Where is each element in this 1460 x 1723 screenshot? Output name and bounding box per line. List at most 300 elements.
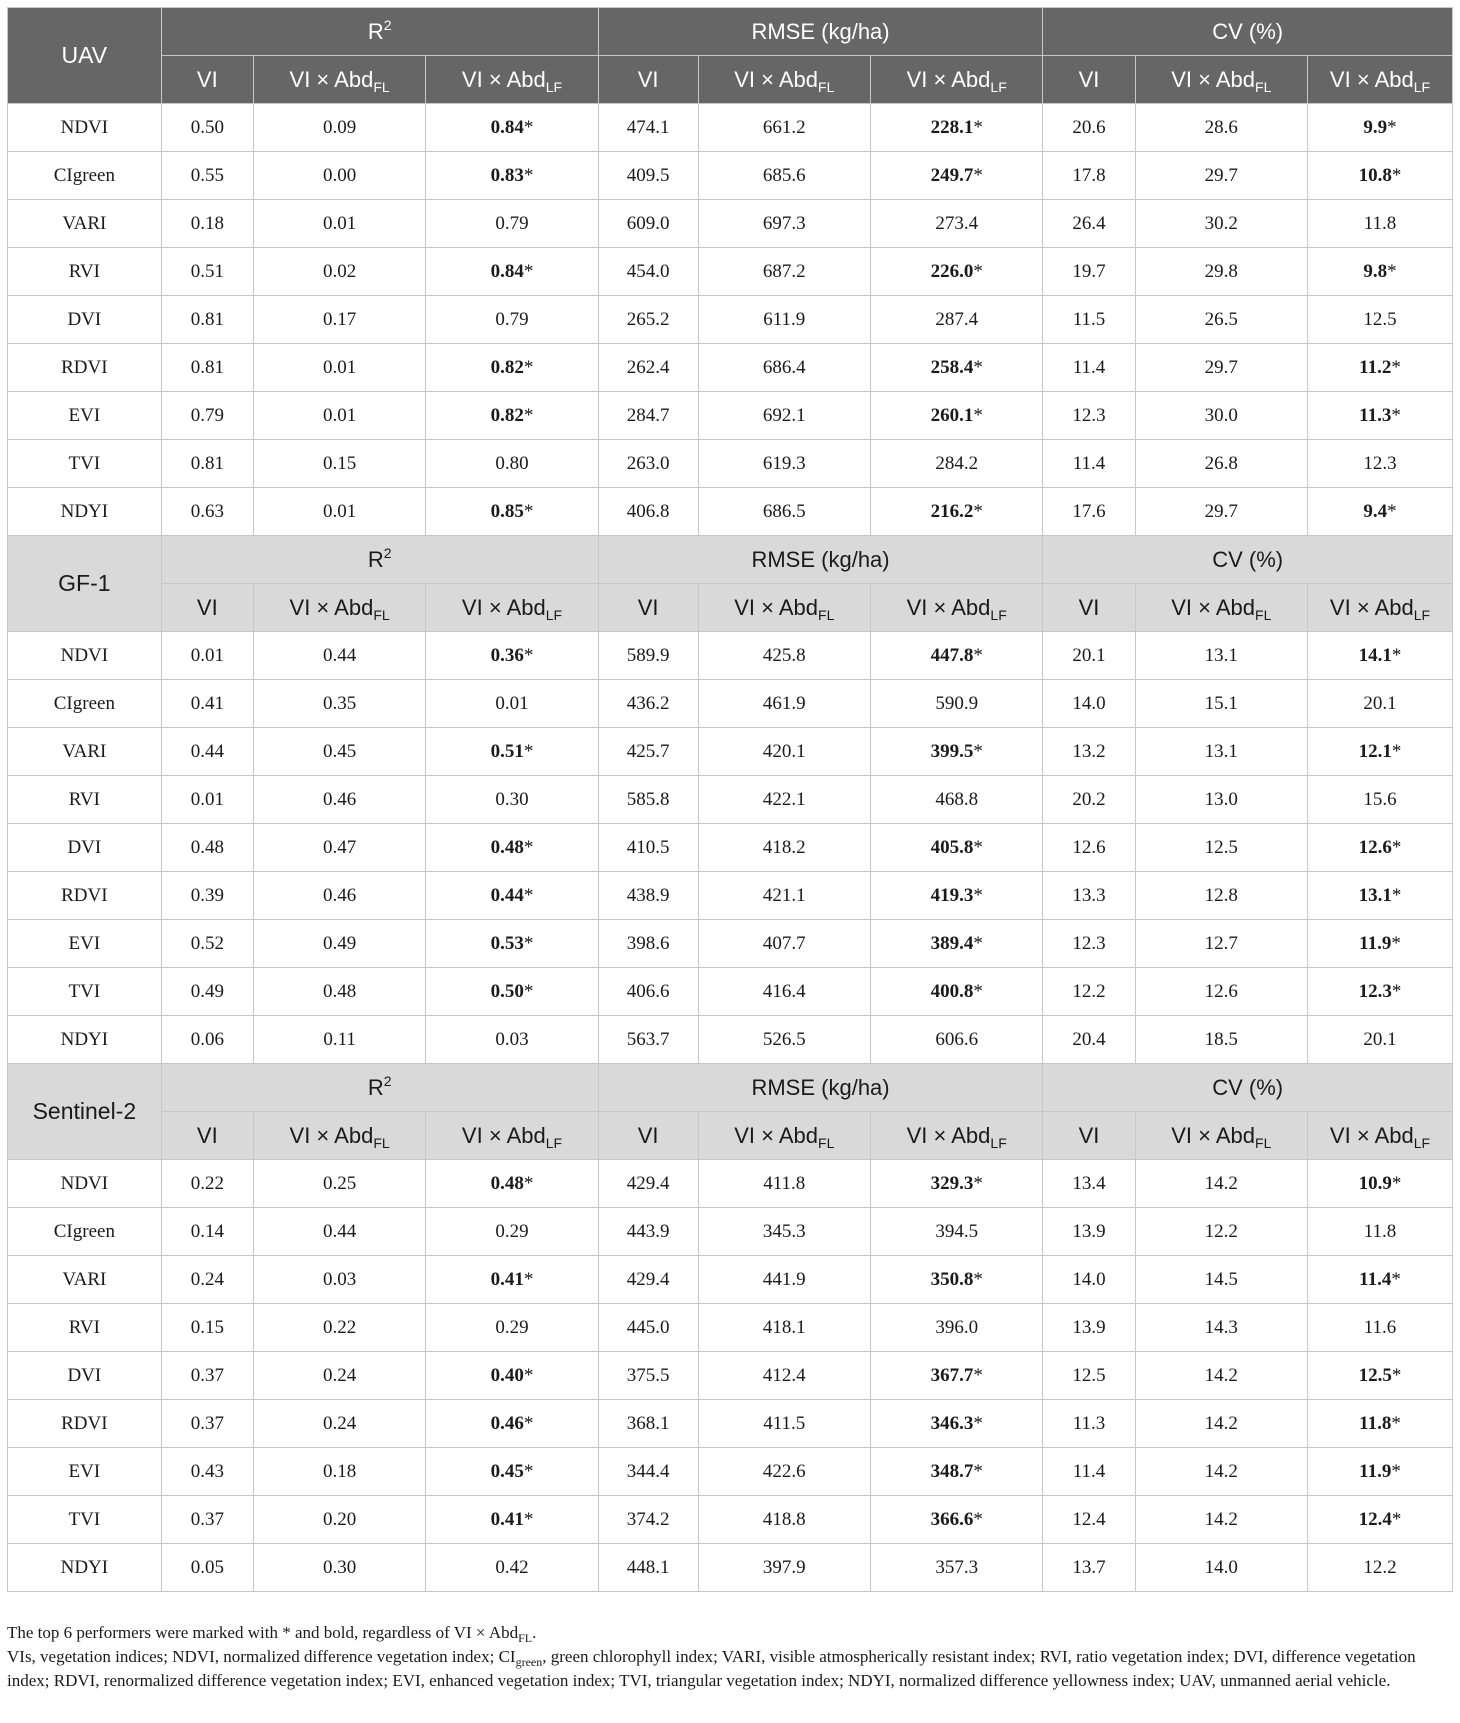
cv-value-cell — [1307, 1208, 1452, 1256]
cv-value-cell — [1043, 152, 1135, 200]
cv-value: 14.0 — [1072, 1268, 1106, 1290]
cv-vi-abd-lf-header-text: VI × Abd — [1329, 1122, 1414, 1148]
r2-value: 0.18 — [322, 1460, 357, 1482]
section-subheader-row — [8, 584, 1453, 632]
r2-value-cell — [161, 152, 253, 200]
cv-value: 13.2 — [1072, 740, 1106, 762]
rmse-value: 436.2 — [626, 692, 670, 714]
r2-value: 0.01 — [190, 644, 224, 666]
cv-value-cell — [1135, 1016, 1307, 1064]
r2-value-cell — [253, 1352, 425, 1400]
cv-value-cell — [1043, 248, 1135, 296]
r2-value: 0.01 — [322, 500, 357, 522]
top-performer-mark: * — [1391, 1460, 1401, 1482]
footnote-abbrev-sub: green — [515, 1655, 543, 1669]
r2-vi-abd-lf-header-text: VI × Abd — [461, 594, 546, 620]
rmse-value: 445.0 — [626, 1316, 670, 1338]
cv-value: 12.6 — [1072, 836, 1106, 858]
rmse-value: 228.1 — [930, 116, 974, 138]
rmse-vi-abd-fl-header-text: VI × Abd — [734, 66, 819, 92]
table-row — [8, 1160, 1453, 1208]
r2-value: 0.01 — [322, 356, 357, 378]
r2-value: 0.49 — [322, 932, 357, 954]
rmse-value: 448.1 — [626, 1556, 670, 1578]
index-name-cell: EVI — [8, 392, 162, 440]
rmse-value: 329.3 — [930, 1172, 974, 1194]
cv-vi-abd-fl-header-sub: FL — [1255, 1134, 1272, 1151]
rmse-value: 263.0 — [626, 452, 670, 474]
rmse-value-cell — [870, 344, 1042, 392]
cv-value-cell — [1307, 152, 1452, 200]
r2-value: 0.43 — [190, 1460, 224, 1482]
cv-value: 12.3 — [1358, 980, 1392, 1002]
cv-vi-header: VI — [1043, 584, 1135, 632]
rmse-vi-abd-lf-header-sub: LF — [990, 606, 1007, 623]
r2-value: 0.06 — [190, 1028, 224, 1050]
section-header-row — [8, 1064, 1453, 1112]
table-row — [8, 296, 1453, 344]
rmse-value-cell — [698, 728, 870, 776]
r2-value: 0.41 — [490, 1508, 524, 1530]
index-name-cell: DVI — [8, 824, 162, 872]
cv-value-cell — [1307, 632, 1452, 680]
rmse-value: 686.4 — [762, 356, 806, 378]
cv-value-cell — [1043, 392, 1135, 440]
top-performer-mark: * — [973, 1412, 983, 1434]
cv-value: 12.7 — [1204, 932, 1238, 954]
cv-value-cell — [1307, 1016, 1452, 1064]
rmse-value-cell — [598, 200, 698, 248]
r2-vi-abd-lf-header-text: VI × Abd — [461, 66, 546, 92]
r2-value-cell — [161, 1400, 253, 1448]
rmse-value: 258.4 — [930, 356, 974, 378]
r2-value: 0.02 — [322, 260, 357, 282]
r2-value: 0.48 — [490, 1172, 524, 1194]
cv-value: 12.6 — [1204, 980, 1238, 1002]
rmse-value: 611.9 — [763, 308, 806, 330]
cv-value: 13.3 — [1072, 884, 1106, 906]
r2-value-cell — [253, 680, 425, 728]
top-performer-mark: * — [523, 404, 534, 426]
top-performer-mark: * — [1391, 836, 1402, 858]
r2-vi-abd-fl-header-sub: FL — [373, 1134, 390, 1151]
rmse-value: 418.2 — [762, 836, 806, 858]
top-performer-mark: * — [1391, 740, 1402, 762]
rmse-value: 429.4 — [626, 1268, 670, 1290]
rmse-value: 344.4 — [626, 1460, 670, 1482]
index-name-cell: DVI — [8, 1352, 162, 1400]
cv-value-cell — [1307, 1496, 1452, 1544]
cv-value: 11.4 — [1072, 356, 1106, 378]
footnote-marking-sub: FL — [518, 1631, 533, 1645]
r2-value-cell — [161, 1256, 253, 1304]
rmse-value-cell — [870, 104, 1042, 152]
cv-value-cell — [1043, 1496, 1135, 1544]
r2-value: 0.81 — [190, 356, 224, 378]
r2-value-cell — [161, 488, 253, 536]
r2-value: 0.50 — [490, 980, 524, 1002]
rmse-value-cell — [698, 1448, 870, 1496]
rmse-value-cell — [598, 1448, 698, 1496]
cv-value: 11.3 — [1359, 404, 1392, 426]
r2-label: R — [367, 18, 384, 44]
rmse-value-cell — [870, 728, 1042, 776]
cv-value: 30.0 — [1204, 404, 1238, 426]
r2-value: 0.05 — [190, 1556, 224, 1578]
cv-value-cell — [1135, 200, 1307, 248]
rmse-value-cell — [698, 1256, 870, 1304]
cv-value-cell — [1135, 392, 1307, 440]
r2-value: 0.29 — [495, 1220, 529, 1242]
r2-value: 0.80 — [495, 452, 529, 474]
r2-value: 0.41 — [190, 692, 224, 714]
rmse-value: 411.5 — [763, 1412, 806, 1434]
rmse-value-cell — [870, 440, 1042, 488]
top-performer-mark: * — [523, 116, 534, 138]
top-performer-mark: * — [523, 644, 534, 666]
r2-value: 0.25 — [322, 1172, 357, 1194]
r2-value-cell — [253, 824, 425, 872]
cv-value-cell — [1135, 344, 1307, 392]
r2-value: 0.22 — [322, 1316, 357, 1338]
rmse-value: 226.0 — [930, 260, 974, 282]
rmse-vi-abd-lf-header — [870, 584, 1042, 632]
r2-value-cell — [426, 968, 598, 1016]
cv-value-cell — [1135, 920, 1307, 968]
r2-value: 0.84 — [490, 116, 524, 138]
r2-value-cell — [426, 824, 598, 872]
rmse-value-cell — [598, 920, 698, 968]
cv-group-header: CV (%) — [1043, 1064, 1453, 1112]
top-performer-mark: * — [973, 884, 983, 906]
rmse-value-cell — [598, 1352, 698, 1400]
cv-value-cell — [1135, 632, 1307, 680]
table-row — [8, 680, 1453, 728]
section-label: Sentinel-2 — [8, 1064, 162, 1160]
r2-vi-abd-fl-header-sub: FL — [373, 606, 390, 623]
r2-value-cell — [253, 1256, 425, 1304]
cv-value: 12.3 — [1072, 404, 1106, 426]
rmse-vi-abd-lf-header-text: VI × Abd — [906, 66, 991, 92]
r2-value: 0.18 — [190, 212, 224, 234]
r2-value-cell — [253, 296, 425, 344]
top-performer-mark: * — [523, 356, 534, 378]
r2-value: 0.79 — [495, 212, 529, 234]
r2-value-cell — [253, 1496, 425, 1544]
index-name-cell: DVI — [8, 296, 162, 344]
rmse-value-cell — [870, 1448, 1042, 1496]
r2-value: 0.44 — [322, 644, 357, 666]
rmse-value-cell — [870, 1256, 1042, 1304]
rmse-value-cell — [870, 1400, 1042, 1448]
cv-value: 11.8 — [1363, 212, 1397, 234]
table-row — [8, 1448, 1453, 1496]
rmse-value: 394.5 — [935, 1220, 979, 1242]
r2-value: 0.24 — [322, 1364, 357, 1386]
rmse-value-cell — [698, 920, 870, 968]
cv-value: 12.4 — [1072, 1508, 1106, 1530]
rmse-value-cell — [598, 1400, 698, 1448]
cv-value: 14.2 — [1204, 1412, 1238, 1434]
rmse-value-cell — [698, 296, 870, 344]
rmse-value-cell — [598, 248, 698, 296]
cv-value: 14.2 — [1204, 1508, 1238, 1530]
rmse-group-header: RMSE (kg/ha) — [598, 536, 1043, 584]
r2-value-cell — [253, 248, 425, 296]
cv-value: 11.5 — [1072, 308, 1106, 330]
table-row — [8, 824, 1453, 872]
top-performer-mark: * — [1391, 1364, 1402, 1386]
rmse-value-cell — [698, 1544, 870, 1592]
r2-value: 0.24 — [322, 1412, 357, 1434]
cv-value-cell — [1043, 968, 1135, 1016]
index-name-cell: TVI — [8, 1496, 162, 1544]
rmse-value-cell — [870, 824, 1042, 872]
cv-vi-abd-fl-header — [1135, 56, 1307, 104]
r2-value: 0.24 — [190, 1268, 224, 1290]
rmse-value: 419.3 — [930, 884, 974, 906]
rmse-vi-header: VI — [598, 1112, 698, 1160]
cv-value: 13.1 — [1204, 740, 1238, 762]
r2-value: 0.81 — [190, 308, 224, 330]
cv-value-cell — [1135, 1256, 1307, 1304]
cv-vi-header: VI — [1043, 56, 1135, 104]
footnote-abbrev-text: VIs, vegetation indices; NDVI, normalized difference vegetation index; CI — [7, 1647, 516, 1666]
r2-value-cell — [161, 392, 253, 440]
rmse-value-cell — [870, 920, 1042, 968]
cv-value-cell — [1307, 680, 1452, 728]
r2-value-cell — [253, 1544, 425, 1592]
r2-vi-abd-lf-header-sub: LF — [545, 606, 563, 623]
cv-value-cell — [1307, 296, 1452, 344]
cv-value: 14.2 — [1204, 1364, 1238, 1386]
cv-value: 19.7 — [1072, 260, 1106, 282]
cv-vi-header: VI — [1043, 1112, 1135, 1160]
cv-value: 14.2 — [1204, 1172, 1238, 1194]
table-row — [8, 872, 1453, 920]
cv-vi-abd-fl-header — [1135, 584, 1307, 632]
index-name-cell: CIgreen — [8, 1208, 162, 1256]
cv-value: 20.4 — [1072, 1028, 1106, 1050]
top-performer-mark: * — [973, 836, 983, 858]
footnote-marking-end: . — [532, 1623, 537, 1642]
r2-value: 0.48 — [322, 980, 357, 1002]
rmse-value: 474.1 — [626, 116, 670, 138]
cv-value-cell — [1307, 392, 1452, 440]
rmse-value-cell — [698, 344, 870, 392]
top-performer-mark: * — [523, 1268, 534, 1290]
r2-label: R — [367, 1074, 384, 1100]
rmse-value-cell — [698, 680, 870, 728]
r2-vi-abd-lf-header-sub: LF — [545, 78, 563, 95]
cv-value: 12.6 — [1358, 836, 1392, 858]
index-name-cell: NDYI — [8, 1016, 162, 1064]
cv-value: 13.9 — [1072, 1316, 1106, 1338]
index-name-cell: NDVI — [8, 1160, 162, 1208]
r2-value-cell — [253, 392, 425, 440]
cv-value: 13.4 — [1072, 1172, 1106, 1194]
table-row — [8, 1208, 1453, 1256]
r2-value: 0.41 — [490, 1268, 524, 1290]
r2-value-cell — [161, 968, 253, 1016]
cv-value: 20.1 — [1363, 1028, 1397, 1050]
top-performer-mark: * — [973, 404, 983, 426]
rmse-value: 284.2 — [935, 452, 979, 474]
top-performer-mark: * — [973, 1172, 983, 1194]
rmse-value-cell — [598, 1256, 698, 1304]
rmse-value-cell — [598, 1208, 698, 1256]
cv-value: 29.7 — [1204, 164, 1238, 186]
r2-value-cell — [161, 1160, 253, 1208]
r2-group-header — [161, 1064, 598, 1112]
rmse-vi-abd-fl-header-text: VI × Abd — [734, 1122, 819, 1148]
r2-value-cell — [426, 920, 598, 968]
r2-value: 0.35 — [322, 692, 357, 714]
top-performer-mark: * — [973, 1364, 983, 1386]
cv-value-cell — [1135, 1352, 1307, 1400]
top-performer-mark: * — [1391, 884, 1402, 906]
cv-value-cell — [1043, 1160, 1135, 1208]
rmse-value: 410.5 — [626, 836, 670, 858]
index-name-cell: EVI — [8, 920, 162, 968]
r2-vi-abd-lf-header — [426, 1112, 598, 1160]
rmse-value: 287.4 — [935, 308, 979, 330]
cv-value: 13.9 — [1072, 1220, 1106, 1242]
rmse-value-cell — [698, 1160, 870, 1208]
cv-value-cell — [1307, 824, 1452, 872]
cv-value-cell — [1043, 1256, 1135, 1304]
rmse-value-cell — [598, 440, 698, 488]
r2-value-cell — [253, 1208, 425, 1256]
cv-value-cell — [1135, 728, 1307, 776]
r2-value: 0.01 — [322, 404, 357, 426]
table-row — [8, 632, 1453, 680]
cv-value-cell — [1043, 1448, 1135, 1496]
r2-value-cell — [161, 344, 253, 392]
r2-value-cell — [253, 872, 425, 920]
r2-value-cell — [426, 1352, 598, 1400]
top-performer-mark: * — [973, 500, 983, 522]
r2-value: 0.48 — [490, 836, 524, 858]
cv-value: 17.8 — [1072, 164, 1106, 186]
cv-value: 29.7 — [1204, 500, 1238, 522]
r2-value-cell — [253, 1160, 425, 1208]
r2-value-cell — [161, 1496, 253, 1544]
section-label: UAV — [8, 8, 162, 104]
section-label: GF-1 — [8, 536, 162, 632]
r2-value-cell — [161, 824, 253, 872]
cv-vi-abd-lf-header-sub: LF — [1413, 78, 1431, 95]
r2-value-cell — [426, 1016, 598, 1064]
cv-value: 14.0 — [1204, 1556, 1238, 1578]
r2-superscript: 2 — [383, 1072, 392, 1089]
index-name-cell: NDYI — [8, 1544, 162, 1592]
top-performer-mark: * — [973, 1460, 983, 1482]
rmse-value: 438.9 — [626, 884, 670, 906]
cv-value-cell — [1043, 1304, 1135, 1352]
cv-value-cell — [1043, 776, 1135, 824]
rmse-value: 367.7 — [930, 1364, 974, 1386]
cv-vi-abd-lf-header-text: VI × Abd — [1329, 594, 1414, 620]
r2-vi-abd-fl-header — [253, 1112, 425, 1160]
cv-value: 13.0 — [1204, 788, 1238, 810]
rmse-value-cell — [870, 488, 1042, 536]
cv-value: 12.5 — [1358, 1364, 1392, 1386]
r2-value-cell — [426, 440, 598, 488]
r2-value: 0.36 — [490, 644, 524, 666]
rmse-value: 425.7 — [626, 740, 670, 762]
r2-vi-header: VI — [161, 584, 253, 632]
cv-value: 14.0 — [1072, 692, 1106, 714]
r2-value: 0.20 — [322, 1508, 357, 1530]
cv-vi-abd-lf-header-sub: LF — [1413, 606, 1431, 623]
top-performer-mark: * — [523, 1460, 534, 1482]
cv-vi-abd-fl-header-sub: FL — [1255, 606, 1272, 623]
rmse-value: 389.4 — [930, 932, 974, 954]
top-performer-mark: * — [523, 1508, 534, 1530]
cv-value-cell — [1043, 1544, 1135, 1592]
rmse-value: 526.5 — [762, 1028, 806, 1050]
table-row — [8, 152, 1453, 200]
r2-value: 0.37 — [190, 1412, 224, 1434]
table-row — [8, 1016, 1453, 1064]
r2-group-header — [161, 8, 598, 56]
cv-value: 11.4 — [1072, 452, 1106, 474]
r2-value: 0.45 — [322, 740, 357, 762]
top-performer-mark: * — [1391, 644, 1402, 666]
r2-value-cell — [426, 728, 598, 776]
cv-value-cell — [1043, 920, 1135, 968]
rmse-value: 366.6 — [930, 1508, 974, 1530]
cv-vi-abd-lf-header-sub: LF — [1413, 1134, 1431, 1151]
rmse-value: 685.6 — [762, 164, 806, 186]
rmse-vi-abd-fl-header — [698, 584, 870, 632]
cv-value-cell — [1135, 968, 1307, 1016]
top-performer-mark: * — [973, 740, 983, 762]
r2-value: 0.47 — [322, 836, 357, 858]
r2-value-cell — [426, 1160, 598, 1208]
rmse-value: 422.6 — [762, 1460, 806, 1482]
r2-label: R — [367, 546, 384, 572]
cv-value: 11.4 — [1072, 1460, 1106, 1482]
top-performer-mark: * — [523, 500, 534, 522]
top-performer-mark: * — [973, 260, 983, 282]
rmse-value-cell — [598, 824, 698, 872]
rmse-value-cell — [870, 200, 1042, 248]
cv-value: 15.1 — [1204, 692, 1238, 714]
r2-value-cell — [161, 1304, 253, 1352]
r2-value: 0.49 — [190, 980, 224, 1002]
r2-value-cell — [426, 1448, 598, 1496]
rmse-vi-abd-lf-header-text: VI × Abd — [906, 1122, 991, 1148]
rmse-value: 284.7 — [626, 404, 670, 426]
rmse-value-cell — [870, 152, 1042, 200]
rmse-value-cell — [870, 1160, 1042, 1208]
r2-value: 0.37 — [190, 1364, 224, 1386]
cv-value: 17.6 — [1072, 500, 1106, 522]
rmse-value-cell — [598, 344, 698, 392]
rmse-value: 368.1 — [626, 1412, 670, 1434]
index-name-cell: RDVI — [8, 344, 162, 392]
r2-value-cell — [161, 296, 253, 344]
r2-value: 0.53 — [490, 932, 524, 954]
top-performer-mark: * — [973, 644, 983, 666]
r2-value-cell — [161, 1016, 253, 1064]
rmse-value: 400.8 — [930, 980, 974, 1002]
rmse-value-cell — [598, 728, 698, 776]
r2-value-cell — [161, 776, 253, 824]
top-performer-mark: * — [523, 1364, 534, 1386]
